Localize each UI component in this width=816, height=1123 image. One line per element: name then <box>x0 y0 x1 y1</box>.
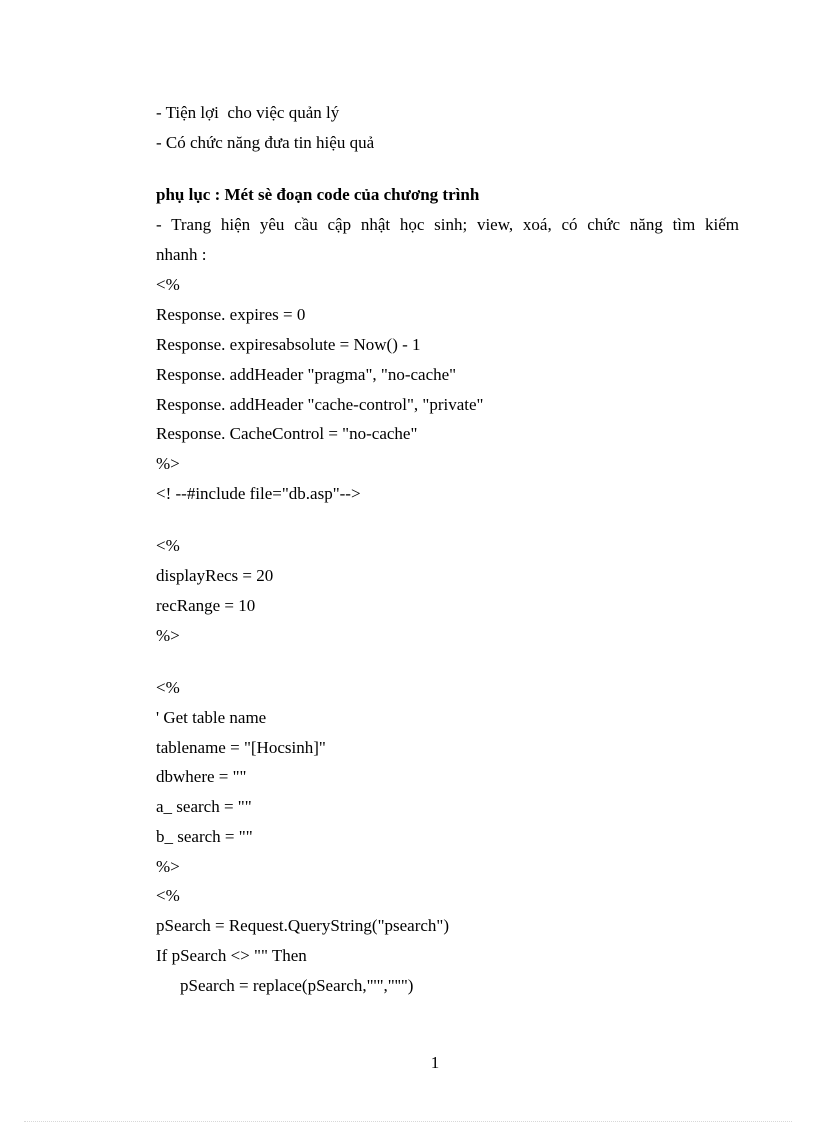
code-line: ' Get table name <box>156 708 267 727</box>
appendix-heading: phụ lục : Mét sè đoạn code của chương trình <box>156 185 480 204</box>
code-line: tablename = "[Hocsinh]" <box>156 738 326 757</box>
bullet-convenient-management: - Tiện lợi cho việc quản lý <box>156 103 340 122</box>
code-line: <% <box>156 275 180 294</box>
code-line: pSearch = replace(pSearch,"'","''") <box>180 976 414 995</box>
description-line-1: - Trang hiện yêu cầu cập nhật học sinh; view, xoá, có chức năng tìm kiếm <box>156 215 739 234</box>
code-line: pSearch = Request.QueryString("psearch") <box>156 916 450 935</box>
code-line: b_ search = "" <box>156 827 253 846</box>
code-line: a_ search = "" <box>156 797 252 816</box>
page-number: 1 <box>430 1053 440 1072</box>
code-line: Response. expires = 0 <box>156 305 306 324</box>
code-line: recRange = 10 <box>156 596 256 615</box>
description-line-2: nhanh : <box>156 245 207 264</box>
code-line: displayRecs = 20 <box>156 566 274 585</box>
code-line: <% <box>156 536 180 555</box>
code-line: %> <box>156 857 180 876</box>
code-line: Response. CacheControl = "no-cache" <box>156 424 418 443</box>
code-line: <% <box>156 886 180 905</box>
code-line: Response. addHeader "pragma", "no-cache" <box>156 365 457 384</box>
code-line: %> <box>156 454 180 473</box>
code-line: <! --#include file="db.asp"--> <box>156 484 361 503</box>
code-line: If pSearch <> "" Then <box>156 946 307 965</box>
code-line: Response. expiresabsolute = Now() - 1 <box>156 335 421 354</box>
code-line: dbwhere = "" <box>156 767 247 786</box>
code-line: Response. addHeader "cache-control", "private" <box>156 395 484 414</box>
page-bottom-divider <box>24 1121 792 1122</box>
code-line: %> <box>156 626 180 645</box>
code-line: <% <box>156 678 180 697</box>
bullet-news-feature: - Có chức năng đưa tin hiệu quả <box>156 133 375 152</box>
